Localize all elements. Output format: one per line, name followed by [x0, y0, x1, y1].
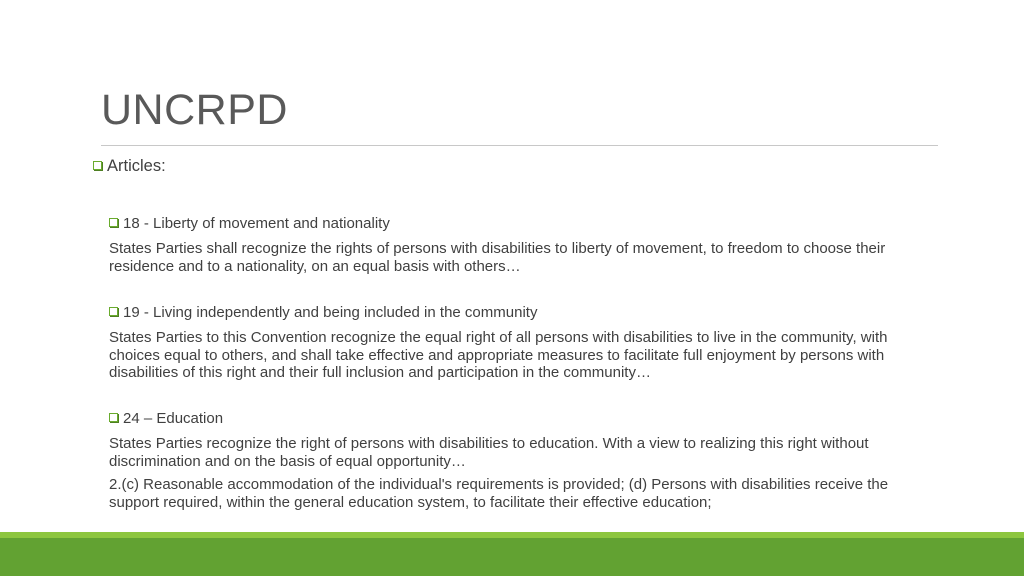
article-heading-text: 18 - Liberty of movement and nationality [123, 215, 390, 232]
title-divider [101, 145, 938, 146]
article-heading-text: 19 - Living independently and being included in the community [123, 304, 538, 321]
article-paragraph: States Parties recognize the right of persons with disabilities to education. With a view to realizing this right without discrimination and on the basis of equal opportunity… [109, 435, 869, 470]
hollow-square-bullet-icon [93, 161, 102, 170]
hollow-square-bullet-icon [109, 218, 118, 227]
footer-band [0, 538, 1024, 576]
hollow-square-bullet-icon [109, 413, 118, 422]
slide-title: UNCRPD [101, 86, 288, 134]
article-heading [109, 215, 390, 232]
intro-bullet [93, 157, 166, 176]
intro-bullet-text: Articles: [107, 157, 166, 175]
article-paragraph: States Parties to this Convention recognize the equal right of all persons with disabilities to live in the community, with choices equal to others, and shall take effective and appropriate measures to facilitate full enjoyment by persons with disabilities of this right and their full inclusion and participation in the community… [109, 329, 888, 381]
article-paragraph: 2.(c) Reasonable accommodation of the individual's requirements is provided; (d) Persons with disabilities receive the support required, within the general education system, to facilitate their effective education; [109, 476, 889, 511]
article-heading [109, 410, 223, 427]
article-heading [109, 304, 537, 321]
article-heading-text: 24 – Education [123, 410, 224, 427]
hollow-square-bullet-icon [109, 307, 118, 316]
article-paragraph: States Parties shall recognize the rights of persons with disabilities to liberty of movement, to freedom to choose their residence and to a nationality, on an equal basis with others… [109, 240, 886, 275]
